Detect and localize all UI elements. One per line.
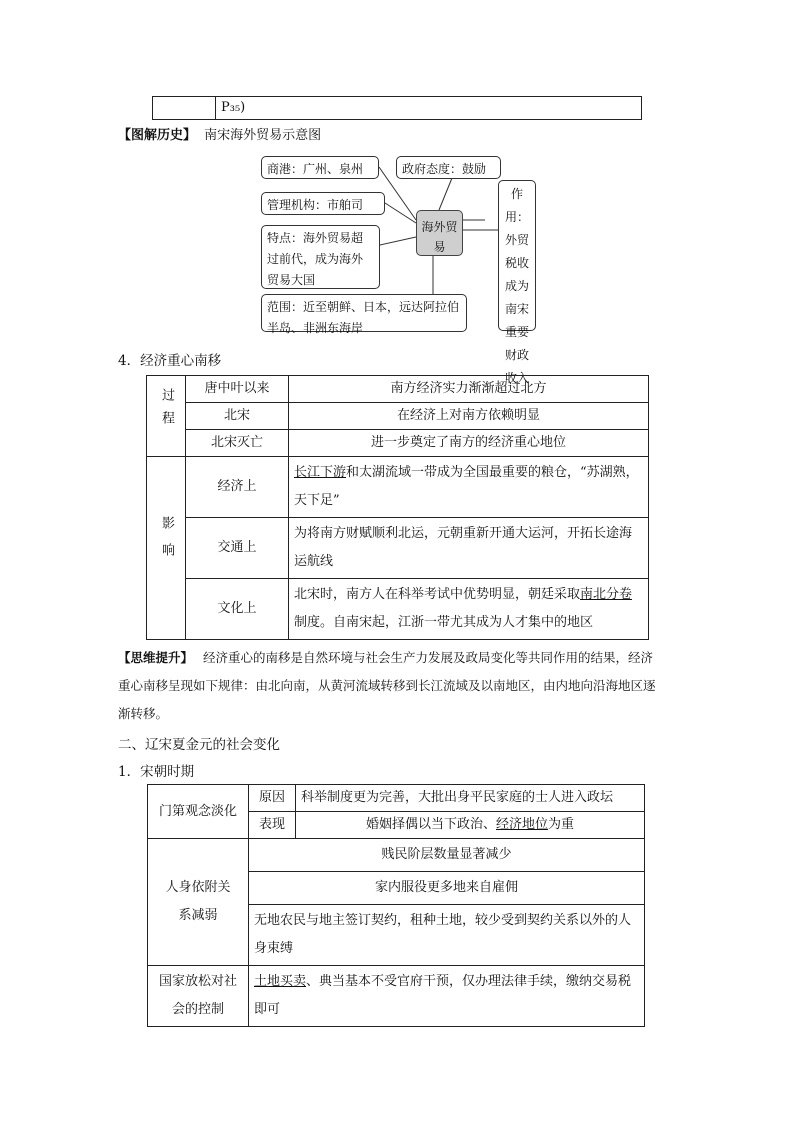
content-cell: 无地农民与地主签订契约，租种土地，较少受到契约关系以外的人身束缚 [249, 905, 645, 966]
underlined-term: 南北分卷 [580, 587, 633, 602]
sub-label-cell: 原因 [249, 785, 296, 812]
top-table-cell: P₃₅) [216, 97, 642, 120]
content-cell: 贱民阶层数量显著减少 [249, 839, 645, 872]
table-row [147, 457, 649, 518]
section4-heading: 4．经济重心南移 [118, 353, 222, 369]
period-cell: 北宋 [186, 403, 289, 430]
aspect-cell: 文化上 [186, 579, 289, 640]
table-row [148, 839, 645, 872]
influence-text-cell [289, 518, 649, 579]
effect-box: 作用：外贸税收成为南宋重要财政收入 [498, 180, 536, 331]
section2-heading: 二、辽宋夏金元的社会变化 [118, 737, 280, 753]
influence-text: 为将南方财赋顺利北运，元朝重新开通大运河，开拓长途海运航线 [294, 526, 633, 569]
show-text-cell [296, 812, 645, 839]
period-cell: 北宋灭亡 [186, 430, 289, 457]
influence-label: 影响 [159, 515, 174, 570]
gov-attitude-box: 政府态度：鼓励 [396, 156, 501, 179]
underlined-term: 土地买卖 [254, 974, 307, 989]
underlined-term: 长江下游 [294, 465, 347, 480]
ports-box: 商港：广州、泉州 [261, 156, 379, 179]
process-label-cell [147, 376, 186, 457]
table-row [147, 430, 649, 457]
diagram-label: 【图解历史】 [118, 128, 197, 143]
influence-text-cell [289, 579, 649, 640]
period-cell: 唐中叶以来 [186, 376, 289, 403]
center-trade-box: 海外贸易 [416, 210, 463, 256]
influence-text: 和太湖流域一带成为全国最重要的粮仓，“苏湖熟，天下足” [294, 465, 639, 508]
content-cell: 家内服役更多地来自雇佣 [249, 872, 645, 905]
desc-cell: 南方经济实力渐渐超过北方 [289, 376, 649, 403]
influence-text: 北宋时，南方人在科举考试中优势明显，朝廷采取 [294, 587, 581, 602]
management-box: 管理机构：市舶司 [261, 192, 385, 215]
show-text: 婚姻择偶以当下政治、 [365, 817, 496, 832]
diagram-title: 南宋海外贸易示意图 [204, 128, 322, 143]
row-label-cell: 国家放松对社会的控制 [148, 966, 249, 1027]
economic-center-table [146, 375, 649, 640]
table-row [147, 403, 649, 430]
process-label: 过程 [159, 387, 174, 434]
desc-cell: 在经济上对南方依赖明显 [289, 403, 649, 430]
show-text: 为重 [548, 817, 575, 832]
scope-box: 范围：近至朝鲜、日本，远达阿拉伯半岛、非洲东海岸 [261, 294, 467, 332]
table-row [147, 518, 649, 579]
feature-box: 特点：海外贸易超过前代，成为海外贸易大国 [261, 225, 380, 289]
reason-text-cell: 科举制度更为完善，大批出身平民家庭的士人进入政坛 [296, 785, 645, 812]
influence-label-cell [147, 457, 186, 640]
content-cell [249, 966, 645, 1027]
aspect-cell: 经济上 [186, 457, 289, 518]
thinking-paragraph [118, 644, 658, 728]
content-text: 、典当基本不受官府干预，仅办理法律手续，缴纳交易税即可 [254, 974, 632, 1017]
underlined-term: 经济地位 [495, 817, 548, 832]
row-label-cell: 人身依附关系减弱 [148, 839, 249, 966]
table-row [147, 579, 649, 640]
desc-cell: 进一步奠定了南方的经济重心地位 [289, 430, 649, 457]
thinking-label: 【思维提升】 [118, 650, 194, 665]
thinking-text: 经济重心的南移是自然环境与社会生产力发展及政局变化等共同作用的结果，经济重心南移呈现如下规律：由北向南，从黄河流域转移到长江流域及以南地区，由内地向沿海地区逐渐转移。 [118, 650, 656, 721]
influence-text: 制度。自南宋起，江浙一带尤其成为人才集中的地区 [294, 615, 594, 630]
sub-label-cell: 表现 [249, 812, 296, 839]
influence-text-cell [289, 457, 649, 518]
table-row [148, 966, 645, 1027]
table-row [147, 376, 649, 403]
aspect-cell: 交通上 [186, 518, 289, 579]
table-row [148, 785, 645, 812]
row-label-cell: 门第观念淡化 [148, 785, 249, 839]
song-social-table [147, 784, 645, 1027]
section2-subheading: 1．宋朝时期 [118, 764, 195, 780]
